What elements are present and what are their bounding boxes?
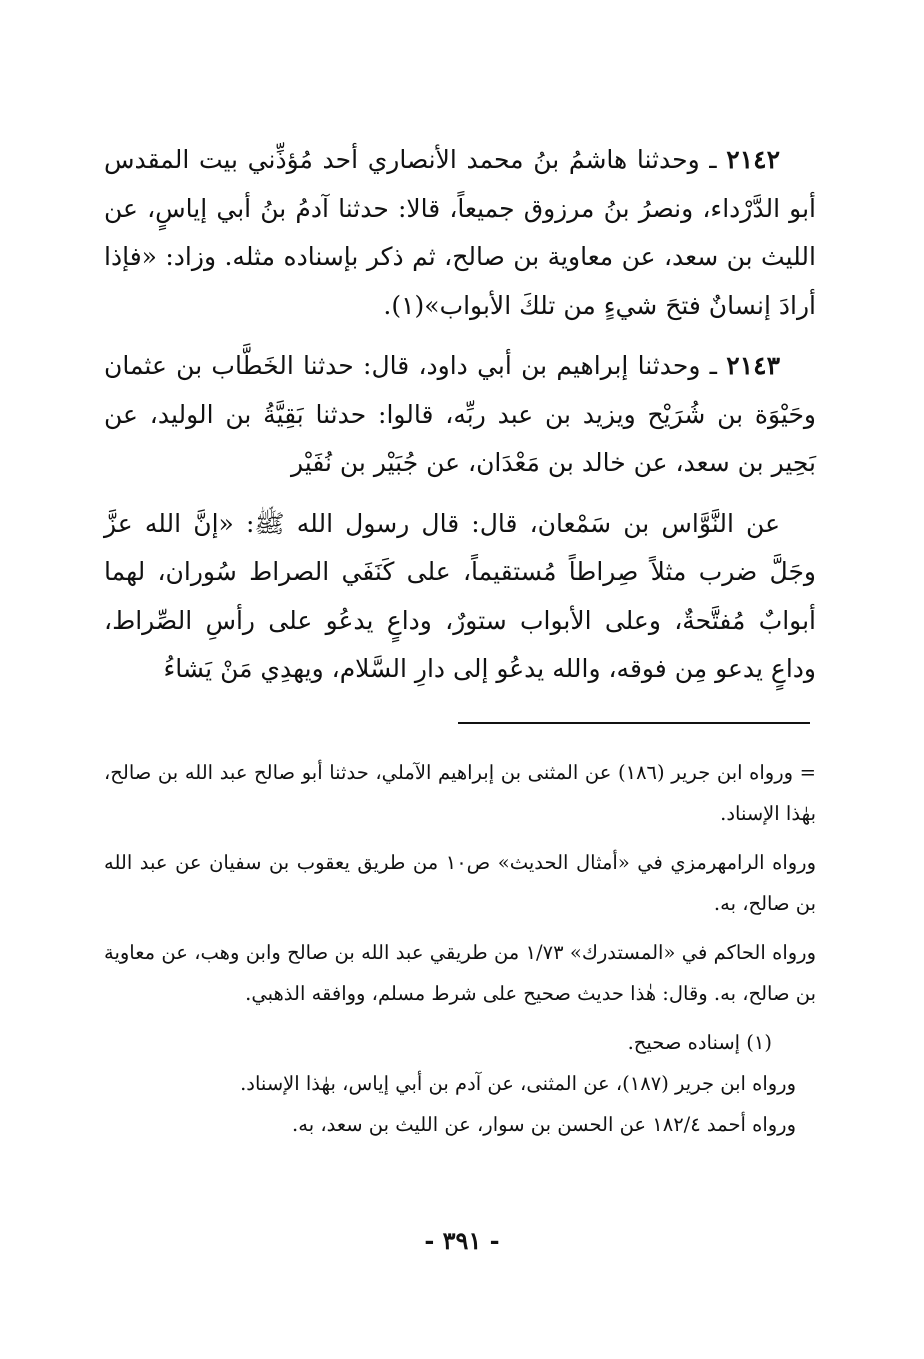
hadith-number: ٢١٤٣ [726, 351, 780, 380]
hadith-2143 [104, 342, 816, 488]
hadith-text: ـ وحدثنا إبراهيم بن أبي داود، قال: حدثنا الخَطَّاب بن عثمان وحَيْوَة بن شُرَيْح ويزيد بن عبد ربِّه، قالوا: حدثنا بَقِيَّةُ بن الوليد، عن بَحِير بن سعد، عن خالد بن مَعْدَان، عن جُبَيْر بن نُفَيْر [104, 351, 816, 477]
footnote-item: ورواه ابن جرير (١٨٧)، عن المثنى، عن آدم بن أبي إياس، بهٰذا الإسناد. [240, 1072, 796, 1095]
hadith-2142 [104, 136, 816, 330]
page-number: - ٣٩١ - [424, 1226, 500, 1255]
hadith-number: ٢١٤٢ [726, 145, 780, 174]
footnote-separator [458, 722, 810, 724]
footnotes [104, 752, 816, 1145]
footnote-item: = ورواه ابن جرير (١٨٦) عن المثنى بن إبراهيم الآملي، حدثنا أبو صالح عبد الله بن صالح، بهٰذا الإسناد. [104, 761, 816, 825]
footnote-item: ورواه الرامهرمزي في «أمثال الحديث» ص١٠ من طريق يعقوب بن سفيان عن عبد الله بن صالح، به. [104, 851, 816, 915]
footnote-item: (١) إسناده صحيح. [627, 1031, 772, 1054]
hadith-text: ـ وحدثنا هاشمُ بنُ محمد الأنصاري أحد مُؤذِّني بيت المقدس أبو الدَّرْداء، ونصرُ بنُ مرزوق جميعاً، قالا: حدثنا آدمُ بنُ أبي إياسٍ، عن الليث بن سعد، عن معاوية بن صالح، ثم ذكر بإسناده مثله. وزاد: «فإذا أرادَ إنسانٌ فتحَ شيءٍ من تلكَ الأبواب»(١). [104, 145, 816, 320]
main-text [104, 136, 816, 706]
footnote-item: ورواه الحاكم في «المستدرك» ١/٧٣ من طريقي عبد الله بن صالح وابن وهب، عن معاوية بن صالح، به. وقال: هٰذا حديث صحيح على شرط مسلم، ووافقه الذهبي. [104, 941, 816, 1005]
hadith-continuation: عن النَّوَّاس بن سَمْعان، قال: قال رسول الله ﷺ: «إنَّ الله عزَّ وجَلَّ ضرب مثلاً صِراطاً مُستقيماً، على كَنَفَي الصراط سُوران، لهما أبوابٌ مُفتَّحةٌ، وعلى الأبواب ستورٌ، وداعٍ يدعُو على رأسِ الصِّراط، وداعٍ يدعو مِن فوقه، والله يدعُو إلى دارِ السَّلام، ويهدِي مَنْ يَشاءُ [104, 508, 816, 683]
footnote-item: ورواه أحمد ١٨٢/٤ عن الحسن بن سوار، عن الليث بن سعد، به. [292, 1113, 796, 1136]
